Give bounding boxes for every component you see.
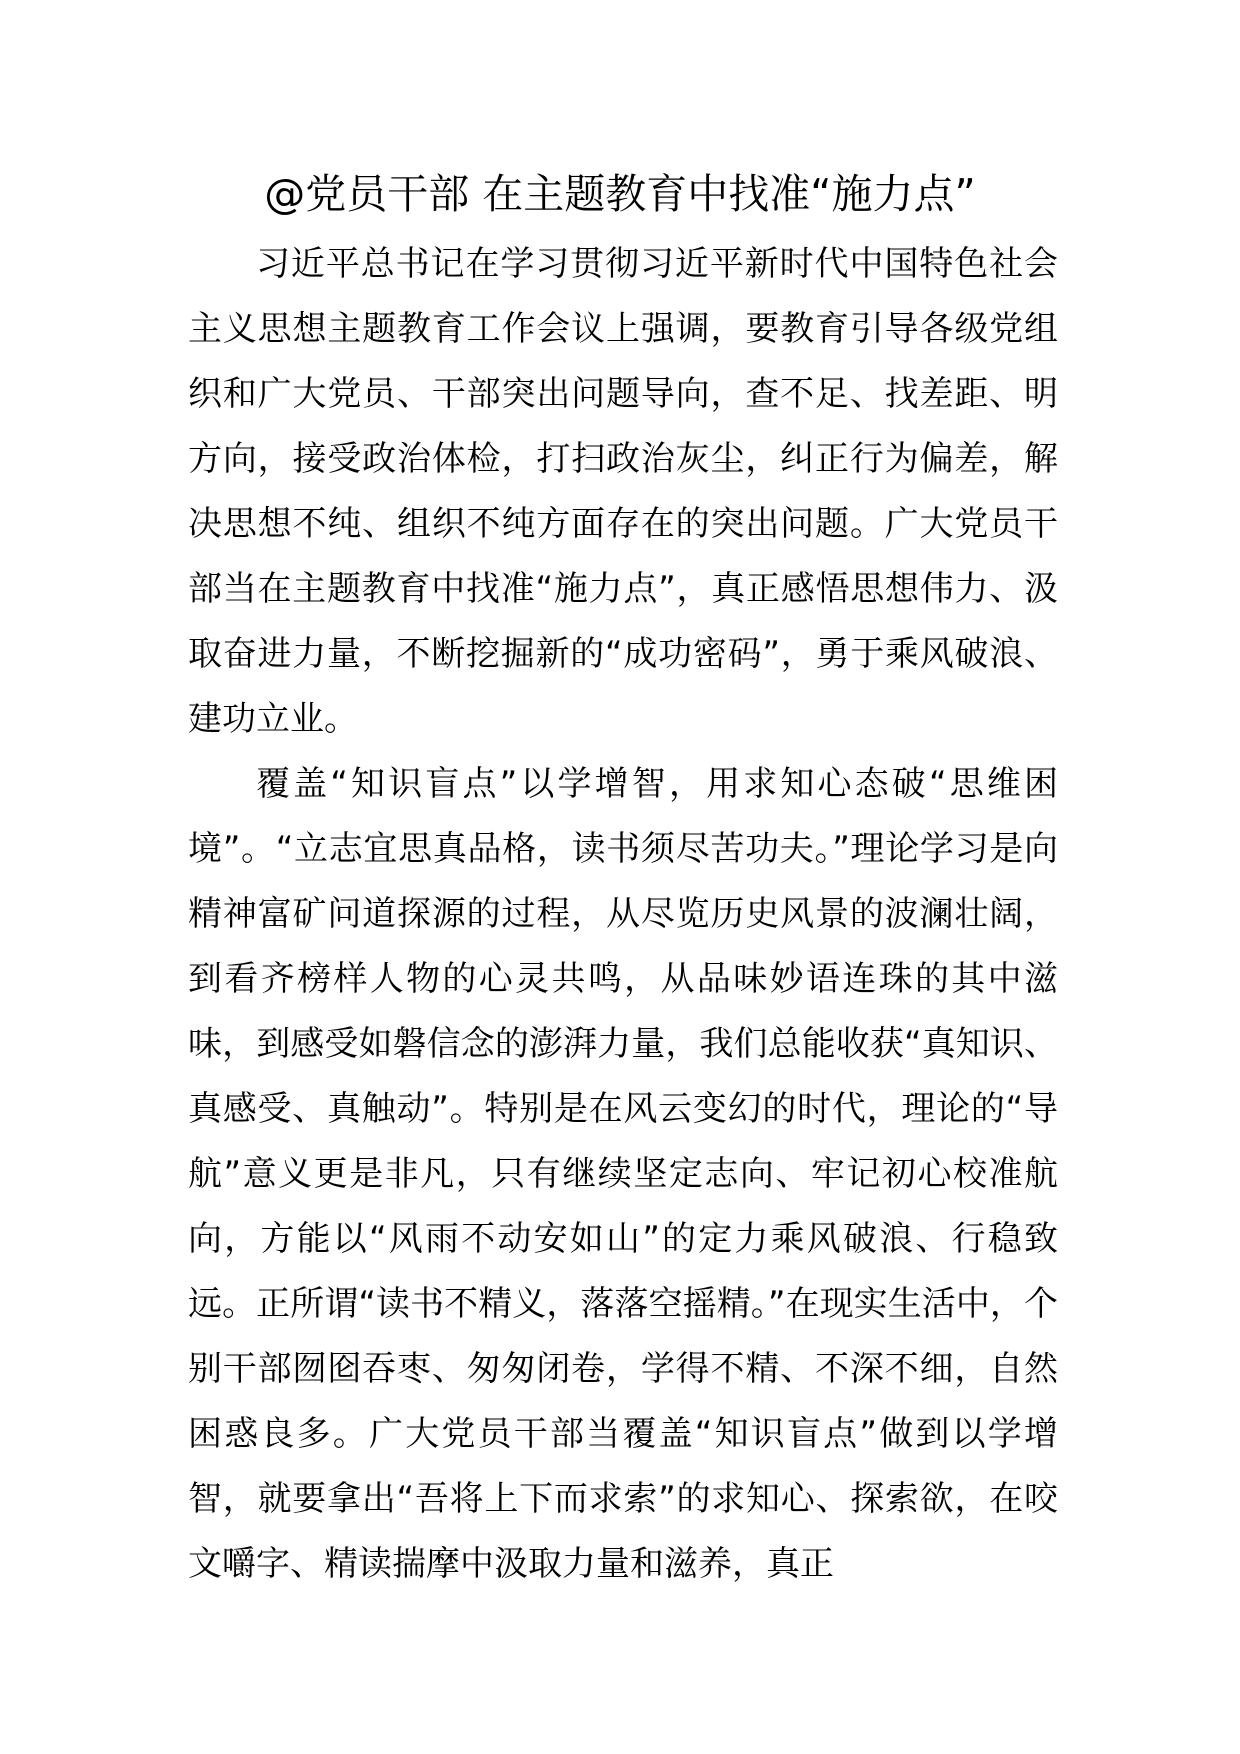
document-body: [188, 232, 1058, 1597]
document-title: @党员干部 在主题教育中找准“施力点”: [264, 170, 976, 218]
paragraph-1: 习近平总书记在学习贯彻习近平新时代中国特色社会主义思想主题教育工作会议上强调，要教育引导各级党组织和广大党员、干部突出问题导向，查不足、找差距、明方向，接受政治体检，打扫政治灰尘，纠正行为偏差，解决思想不纯、组织不纯方面存在的突出问题。广大党员干部当在主题教育中找准“施力点”，真正感悟思想伟力、汲取奋进力量，不断挖掘新的“成功密码”，勇于乘风破浪、建功立业。: [188, 244, 1058, 739]
paragraph-2: 覆盖“知识盲点”以学增智，用求知心态破“思维困境”。“立志宜思真品格，读书须尽苦功夫。”理论学习是向精神富矿问道探源的过程，从尽览历史风景的波澜壮阔，到看齐榜样人物的心灵共鸣，从品味妙语连珠的其中滋味，到感受如磐信念的澎湃力量，我们总能收获“真知识、真感受、真触动”。特别是在风云变幻的时代，理论的“导航”意义更是非凡，只有继续坚定志向、牢记初心校准航向，方能以“风雨不动安如山”的定力乘风破浪、行稳致远。正所谓“读书不精义，落落空摇精。”在现实生活中，个别干部囫囵吞枣、匆匆闭卷，学得不精、不深不细，自然困惑良多。广大党员干部当覆盖“知识盲点”做到以学增智，就要拿出“吾将上下而求索”的求知心、探索欲，在咬文嚼字、精读揣摩中汲取力量和滋养，真正: [188, 764, 1058, 1584]
